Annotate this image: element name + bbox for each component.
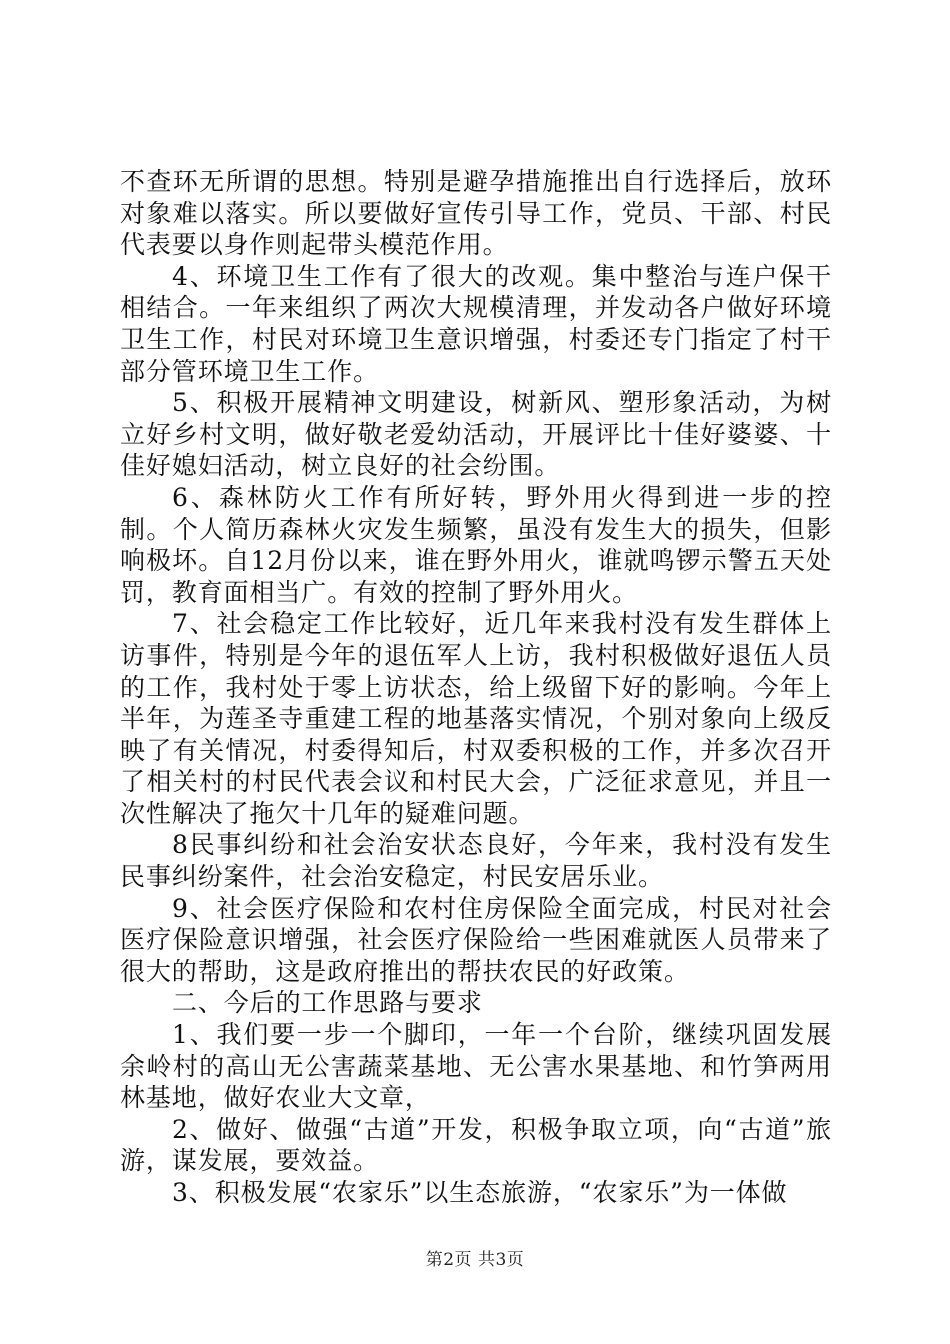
paragraph-plan-2: 2、做好、做强“古道”开发，积极争取立项，向“古道”旅游，谋发展，要效益。 xyxy=(120,1114,832,1176)
paragraph-item-8: 8民事纠纷和社会治安状态良好，今年来，我村没有发生民事纠纷案件，社会治安稳定，村民安居乐业。 xyxy=(120,830,832,892)
paragraph-plan-1: 1、我们要一步一个脚印，一年一个台阶，继续巩固发展余岭村的高山无公害蔬菜基地、无公害水果基地、和竹笋两用林基地，做好农业大文章， xyxy=(120,1020,832,1113)
section-heading: 二、今后的工作思路与要求 xyxy=(172,988,483,1018)
paragraph-item-4: 4、环境卫生工作有了很大的改观。集中整治与连户保干相结合。一年来组织了两次大规模清理，并发动各户做好环境卫生工作，村民对环境卫生意识增强，村委还专门指定了村干部分管环境卫生工作。 xyxy=(120,261,832,386)
document-body xyxy=(120,166,832,1209)
paragraph-item-9: 9、社会医疗保险和农村住房保险全面完成，村民对社会医疗保险意识增强，社会医疗保险给一些困难就医人员带来了很大的帮助，这是政府推出的帮扶农民的好政策。 xyxy=(120,893,832,986)
page-number-footer: 第2页 共3页 xyxy=(425,1250,525,1270)
paragraph-item-7: 7、社会稳定工作比较好，近几年来我村没有发生群体上访事件，特别是今年的退伍军人上访，我村积极做好退伍人员的工作，我村处于零上访状态，给上级留下好的影响。今年上半年，为莲圣寺重建工程的地基落实情况，个别对象向上级反映了有关情况，村委得知后，村双委积极的工作，并多次召开了相关村的村民代表会议和村民大会，广泛征求意见，并且一次性解决了拖欠十几年的疑难问题。 xyxy=(120,609,832,828)
paragraph-plan-3: 3、积极发展“农家乐”以生态旅游，“农家乐”为一体做 xyxy=(172,1178,788,1207)
paragraph-continuation: 不查环无所谓的思想。特别是避孕措施推出自行选择后，放环对象难以落实。所以要做好宣传引导工作，党员、干部、村民代表要以身作则起带头模范作用。 xyxy=(120,167,832,260)
paragraph-item-5: 5、积极开展精神文明建设，树新风、塑形象活动，为树立好乡村文明，做好敬老爱幼活动，开展评比十佳好婆婆、十佳好媳妇活动，树立良好的社会纷围。 xyxy=(120,388,832,481)
paragraph-item-6: 6、森林防火工作有所好转，野外用火得到进一步的控制。个人简历森林火灾发生频繁，虽没有发生大的损失，但影响极坏。自12月份以来，谁在野外用火，谁就鸣锣示警五天处罚，教育面相当广。有效的控制了野外用火。 xyxy=(120,482,832,607)
